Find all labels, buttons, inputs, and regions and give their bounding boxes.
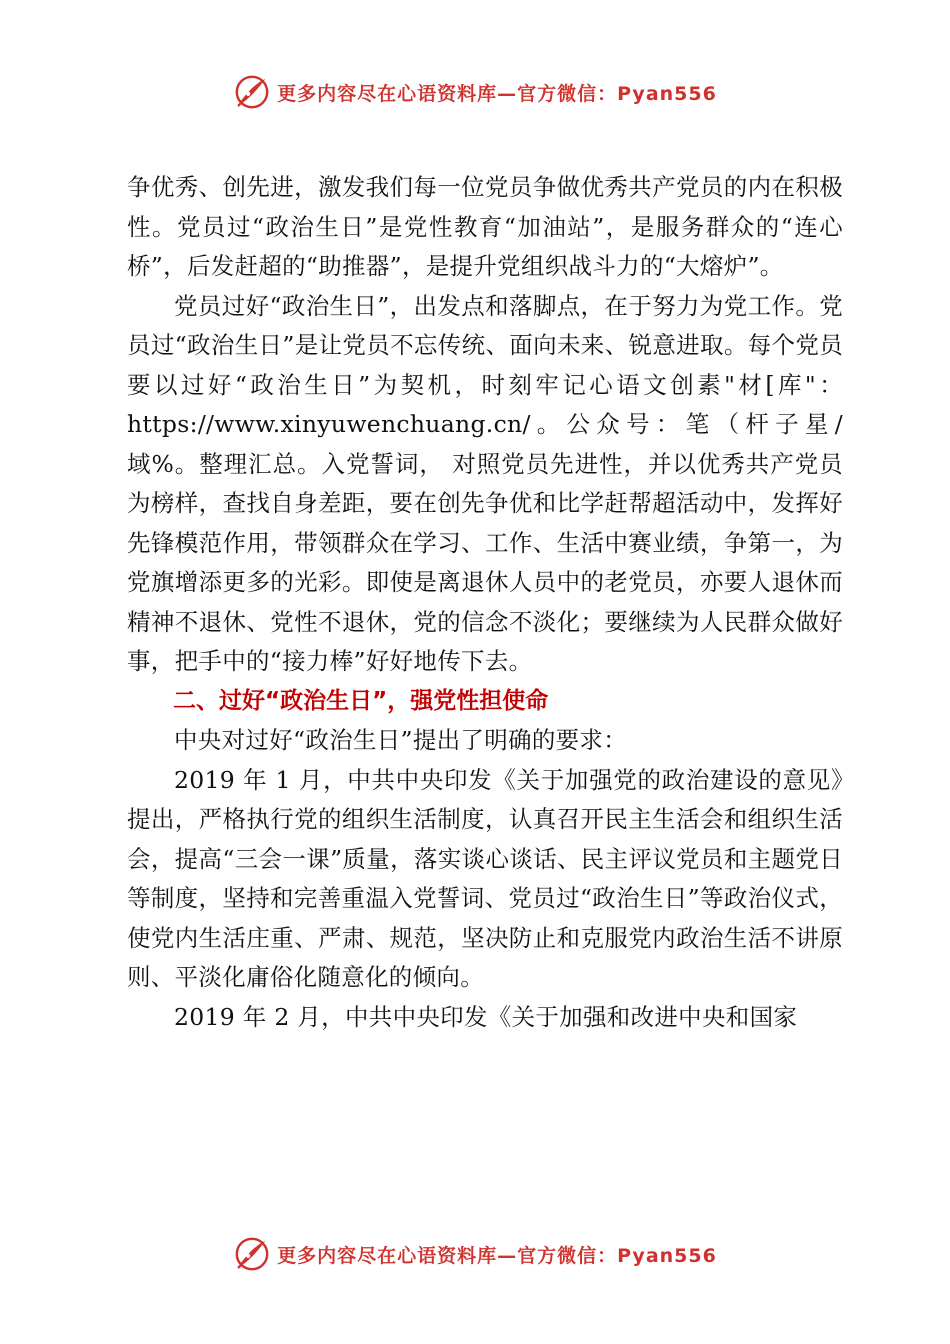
- header-banner-text: 更多内容尽在心语资料库—官方微信：Pyan556: [277, 82, 717, 105]
- section-heading: 二、过好“政治生日”，强党性担使命: [173, 687, 549, 714]
- paragraph-5: 2019 年 2 月，中共中央印发《关于加强和改进中央和国家: [174, 1002, 798, 1031]
- paragraph-4: 2019 年 1 月，中共中央印发《关于加强党的政治建设的意见》提出，严格执行党的组织生活制度，认真召开民主生活会和组织生活会，提高“三会一课”质量，落实谈心谈话、民主评议党员和主题党日等制度，坚持和完善重温入党誓词、党员过“政治生日”等政治仪式，使党内生活庄重、严肃、规范，坚决防止和克服党内政治生活不讲原则、平淡化庸俗化随意化的倾向。: [127, 765, 843, 991]
- quill-logo-icon: [233, 1235, 271, 1273]
- quill-logo-icon: [233, 73, 271, 111]
- document-body: [127, 168, 843, 1037]
- paragraph-1: 争优秀、创先进，激发我们每一位党员争做优秀共产党员的内在积极性。党员过“政治生日”是党性教育“加油站”，是服务群众的“连心桥”，后发赶超的“助推器”，是提升党组织战斗力的“大熔炉”。: [127, 173, 843, 280]
- footer-banner-text: 更多内容尽在心语资料库—官方微信：Pyan556: [277, 1244, 717, 1267]
- header-banner: [0, 70, 950, 114]
- paragraph-2: 党员过好“政治生日”，出发点和落脚点，在于努力为党工作。党员过“政治生日”是让党员不忘传统、面向未来、锐意进取。每个党员要以过好“政治生日”为契机，时刻牢记心语文创素"材[库"：https://www.xinyuwenchuang.cn/。公众号：笔（杆子星/域%。整理汇总。入党誓词， 对照党员先进性，并以优秀共产党员为榜样，查找自身差距，要在创先争优和比学赶帮超活动中，发挥好先锋模范作用，带领群众在学习、工作、生活中赛业绩，争第一，为党旗增添更多的光彩。即使是离退休人员中的老党员，亦要人退休而精神不退休、党性不退休，党的信念不淡化；要继续为人民群众做好事，把手中的“接力棒”好好地传下去。: [127, 291, 843, 675]
- paragraph-3: 中央对过好“政治生日”提出了明确的要求：: [174, 726, 628, 754]
- footer-banner: [0, 1232, 950, 1276]
